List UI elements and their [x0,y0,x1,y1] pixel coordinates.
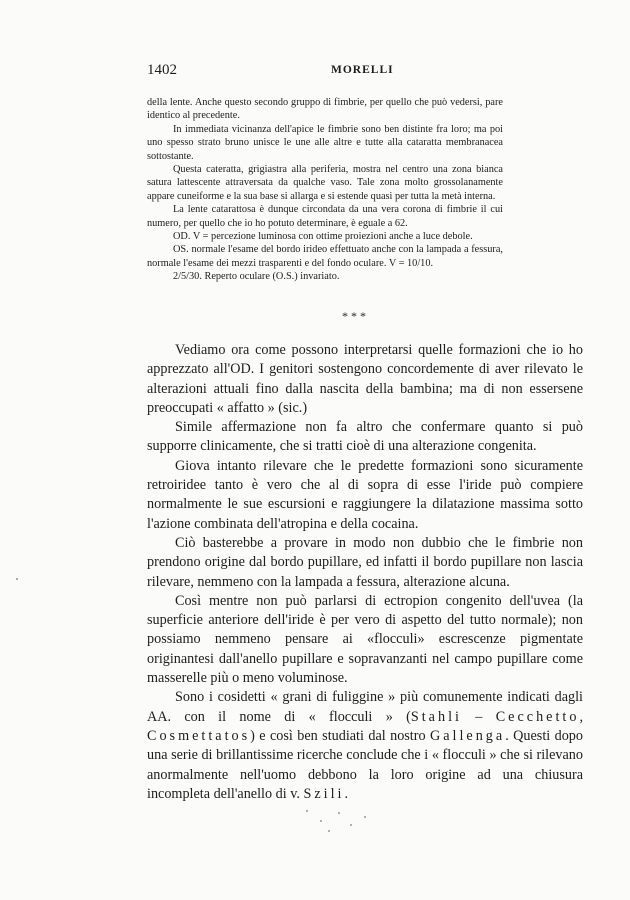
text-run: , [579,708,583,725]
note-paragraph: 2/5/30. Reperto oculare (O.S.) invariato. [173,271,340,283]
body-paragraph: Così mentre non può parlarsi di ectropion congenito dell'uvea (la superficie anteriore dell'iride è per vero di aspetto del tutto normale); non possiamo nemmeno pensare ai «flocculi» escrescenze pigmentate originantesi dall'anello pupillare e sopravanzanti nel campo pupillare come masserelle più o meno voluminose. [147,592,583,687]
running-title: MORELLI [331,64,394,76]
author-name: Gallenga [429,727,506,744]
main-text [147,341,583,804]
body-paragraph [147,688,583,804]
asterism: * * * [342,309,366,323]
note-paragraph: Questa cateratta, grigiastra alla periferia, mostra nel centro una zona bianca satura lattescente attraversata da qualche vaso. Tale zona molto grossolanamente appare cuneiforme e la sua base si allarga e si estende quasi per tutta la metà interna. [147,164,503,202]
text-run: . [344,785,349,802]
author-name: Cecchetto [495,708,580,725]
body-paragraph: Vediamo ora come possono interpretarsi quelle formazioni che io ho apprezzato all'OD. I genitori sostengono concordemente di aver rilevato le alterazioni attuali fino dalla nascita della bambina; ma di non essersene preoccupati « affatto » (sic.) [147,342,583,416]
scan-mark [16,578,18,580]
author-name: Cosmettatos [147,727,251,744]
text-run: ) e così ben studiati dal nostro [250,727,430,744]
author-name: Szili [303,785,345,802]
case-notes [147,96,503,284]
scan-specks [298,806,378,836]
note-paragraph: La lente catarattosa è dunque circondata da una vera corona di fimbrie il cui numero, per quello che io ho potuto determinare, è eguale a 62. [147,204,503,229]
page-number: 1402 [147,62,177,78]
body-paragraph: Giova intanto rilevare che le predette formazioni sono sicuramente retroiridee tanto è vero che al di sopra di esse l'iride può compiere normalmente le sue escursioni e raggiungere la dilatazione massima sotto l'azione combinata dell'atropina e della cocaina. [147,457,583,532]
section-separator [342,309,366,323]
author-name: Stahli [410,708,462,725]
text-run: . Questi dopo una serie di brillantissime ricerche conclude che i « flocculi » che si rilevano anormalmente nell'uomo debbono la loro origine ad una chiusura incompleta dell'anello di v. [147,727,583,802]
text-run: Sono i cosidetti « grani di fuliggine » più comunemente indicati dagli AA. con il nome di « flocculi » ( [147,689,583,725]
note-paragraph: OS. normale l'esame del bordo irideo effettuato anche con la lampada a fessura, normale l'esame dei mezzi trasparenti e del fondo oculare. V = 10/10. [147,244,503,269]
body-paragraph: Ciò basterebbe a provare in modo non dubbio che le fimbrie non prendono origine dal bordo pupillare, ed infatti il bordo pupillare non lascia rilevare, nemmeno con la lampada a fessura, alterazione alcuna. [147,534,583,590]
note-paragraph: In immediata vicinanza dell'apice le fimbrie sono ben distinte fra loro; ma poi uno spesso strato bruno unisce le une alle altre e tutte alla cataratta membranacea sottostante. [147,123,503,162]
body-paragraph: Simile affermazione non fa altro che confermare quanto si può supporre clinicamente, che si tratti cioè di una alterazione congenita. [147,419,583,455]
note-paragraph: OD. V = percezione luminosa con ottime proiezioni anche a luce debole. [173,231,473,243]
text-run: – [461,708,496,725]
note-paragraph: della lente. Anche questo secondo gruppo di fimbrie, per quello che può vedersi, pare identico al precedente. [147,97,503,122]
